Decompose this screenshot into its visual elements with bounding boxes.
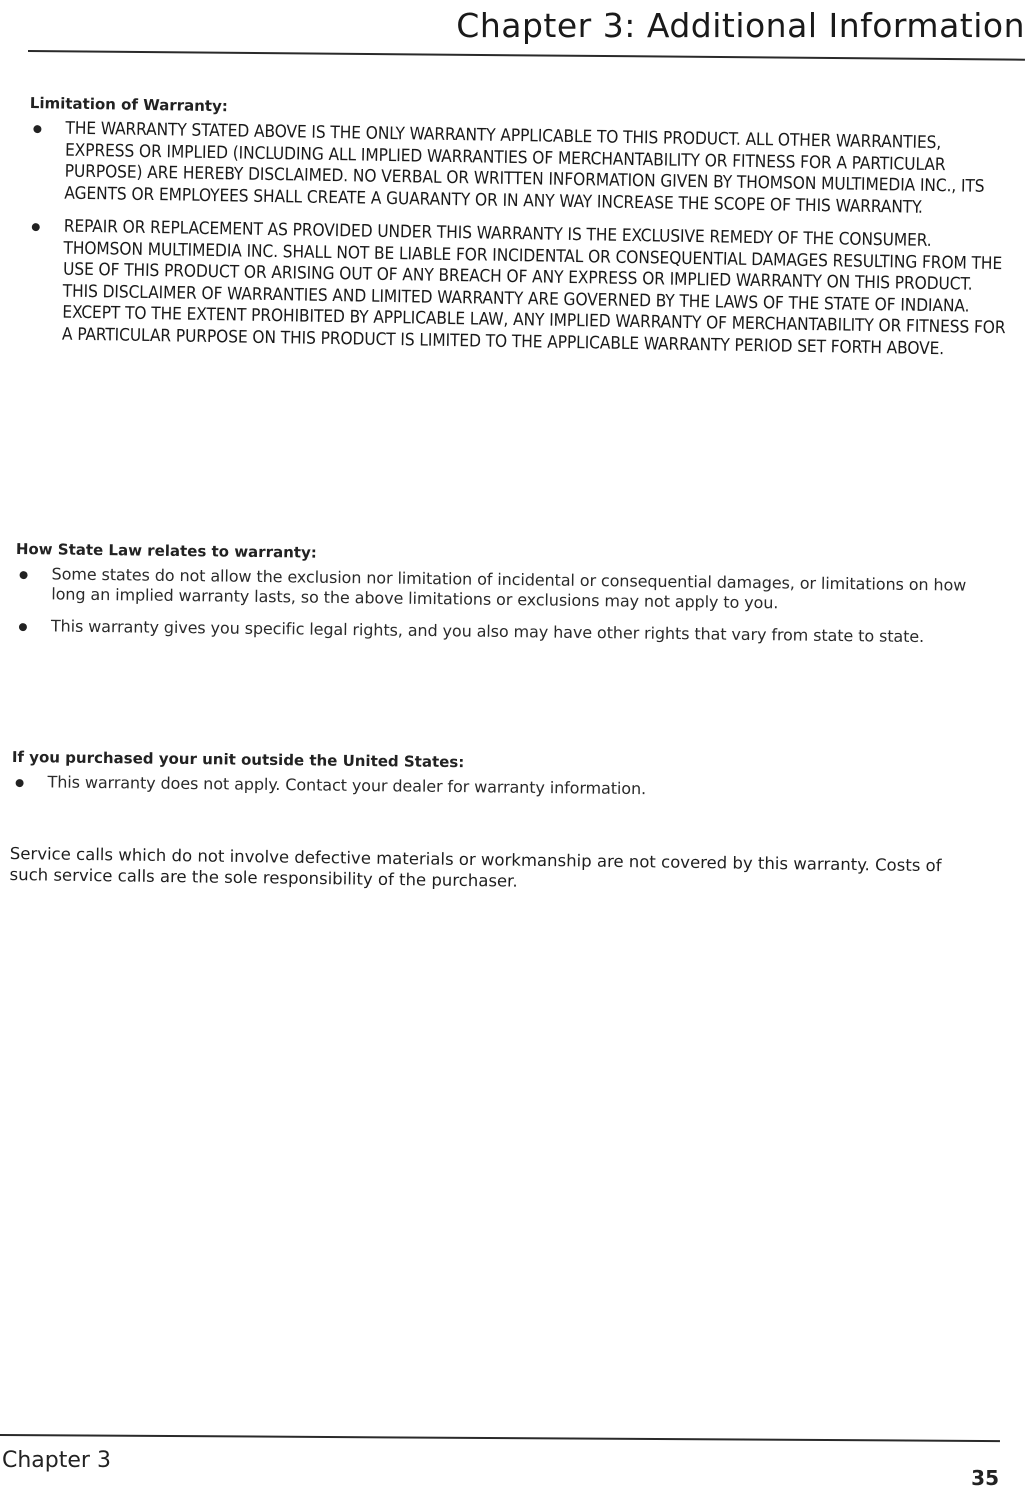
bullet-icon	[19, 623, 27, 631]
chapter-header	[28, 0, 1025, 70]
bullet-text: Some states do not allow the exclusion nor limitation of incidental or consequential damages, or limitations on how long an implied warranty lasts, so the above limitations or exclusions may not apply to you.	[51, 564, 967, 613]
bullet-list	[15, 564, 1001, 648]
bullet-icon	[16, 779, 24, 787]
list-item	[12, 772, 997, 803]
limitation-of-warranty-section	[26, 94, 1015, 373]
section-heading: How State Law relates to warranty:	[15, 540, 317, 562]
bullet-text: THE WARRANTY STATED ABOVE IS THE ONLY WARRANTY APPLICABLE TO THIS PRODUCT. ALL OTHER WARRANTIES, EXPRESS OR IMPLIED (INCLUDING ALL IMPLIED WARRANTIES OF MERCHANTABILITY OR FITNESS FOR A PARTICULAR PURPOSE) ARE HEREBY DISCLAIMED. NO VERBAL OR WRITTEN INFORMATION GIVEN BY THOMSON MULTIMEDIA INC., ITS AGENTS OR EMPLOYEES SHALL CREATE A GUARANTY OR IN ANY WAY INCREASE THE SCOPE OF THIS WARRANTY.	[64, 118, 985, 218]
footer-chapter-label: Chapter 3	[2, 1448, 111, 1473]
bullet-icon	[32, 223, 40, 231]
footer-rule	[0, 1434, 1000, 1442]
bullet-list	[26, 118, 1015, 361]
service-calls-paragraph: Service calls which do not involve defective materials or workmanship are not covered by this warranty. Costs of such service calls are the sole responsibility of the purchaser.	[9, 843, 942, 891]
bullet-text: REPAIR OR REPLACEMENT AS PROVIDED UNDER THIS WARRANTY IS THE EXCLUSIVE REMEDY OF THE CONSUMER. THOMSON MULTIMEDIA INC. SHALL NOT BE LIABLE FOR INCIDENTAL OR CONSEQUENTIAL DAMAGES RESULTING FROM THE USE OF THIS PRODUCT OR ARISING OUT OF ANY BREACH OF ANY EXPRESS OR IMPLIED WARRANTY ON THIS PRODUCT. THIS DISCLAIMER OF WARRANTIES AND LIMITED WARRANTY ARE GOVERNED BY THE LAWS OF THE STATE OF INDIANA. EXCEPT TO THE EXTENT PROHIBITED BY APPLICABLE LAW, ANY IMPLIED WARRANTY OF MERCHANTABILITY OR FITNESS FOR A PARTICULAR PURPOSE ON THIS PRODUCT IS LIMITED TO THE APPLICABLE WARRANTY PERIOD SET FORTH ABOVE.	[61, 216, 1006, 359]
list-item	[15, 616, 1000, 648]
list-item	[15, 564, 1000, 616]
bullet-text: This warranty gives you specific legal rights, and you also may have other rights that vary from state to state.	[50, 616, 925, 647]
bullet-list	[12, 772, 997, 803]
list-item	[28, 118, 1014, 220]
bullet-icon	[33, 125, 41, 133]
chapter-title: Chapter 3: Additional Information	[456, 6, 1025, 45]
state-law-section	[15, 540, 1001, 660]
bullet-text: This warranty does not apply. Contact your dealer for warranty information.	[47, 772, 647, 799]
section-heading: If you purchased your unit outside the United States:	[11, 748, 465, 772]
header-rule	[28, 50, 1025, 61]
section-heading: Limitation of Warranty:	[29, 94, 228, 116]
page-footer	[0, 1420, 1027, 1494]
list-item	[26, 216, 1013, 361]
page-number: 35	[971, 1466, 999, 1490]
outside-us-section	[11, 748, 997, 815]
bullet-icon	[20, 571, 28, 579]
